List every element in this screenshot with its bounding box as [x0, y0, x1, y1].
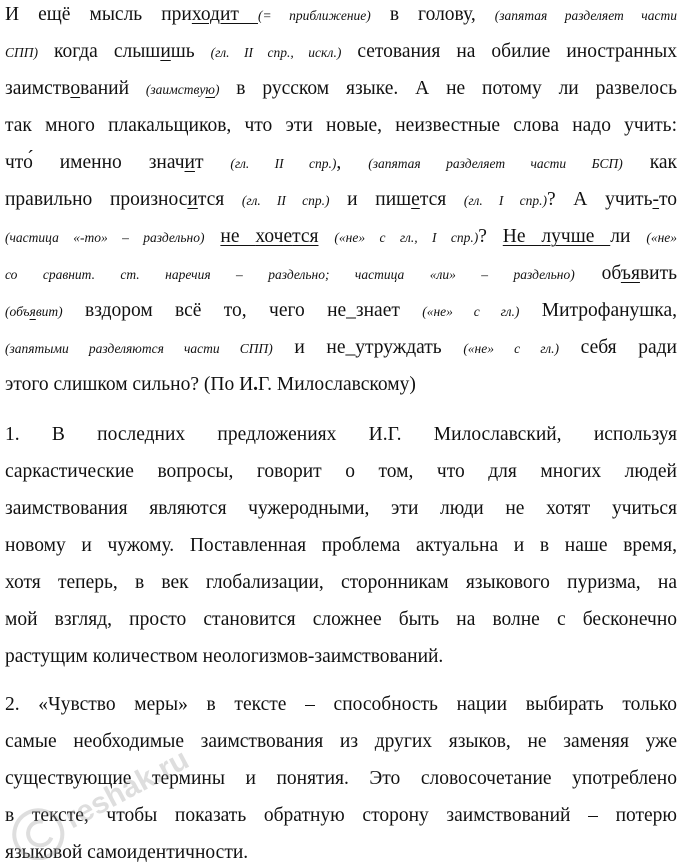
answer-1-line: 1. В последних предложениях И.Г. Милославский, используя	[5, 424, 677, 445]
text-line: (запятыми разделяются части СПП) и не_утруждать («не» с гл.) себя ради	[5, 337, 677, 358]
text-line: И ещё мысль приходит (= приближение) в голову, (запятая разделяет части	[5, 4, 677, 25]
answer-2-line: 2. «Чувство меры» в тексте – способность нации выбирать только	[5, 694, 677, 715]
answer-1-line: саркастические вопросы, говорит о том, что для многих людей	[5, 461, 677, 482]
answer-1-line: мой взгляд, просто становится сложнее быть на волне с бесконечно	[5, 609, 677, 630]
text-line: (частица «-то» – раздельно) не хочется («не» с гл., I спр.)? Не лучше ли («не»	[5, 226, 678, 247]
answer-2-line: самые необходимые заимствования из других языков, не заменяя уже	[5, 731, 677, 752]
answer-1-line: новому и чужому. Поставленная проблема актуальна и в наше время,	[5, 535, 677, 556]
text-line: (объявит) вздором всё то, чего не_знает («не» с гл.) Митрофанушка,	[5, 300, 678, 321]
answer-1-line: растущим количеством неологизмов-заимствований.	[5, 646, 444, 667]
text-line: со сравнит. ст. наречия – раздельно; частица «ли» – раздельно) объявить	[5, 263, 677, 284]
text-line: СПП) когда слышишь (гл. II спр., искл.) сетования на обилие иностранных	[5, 41, 677, 62]
answer-2-line: в тексте, чтобы показать обратную сторону заимствований – потерю	[5, 805, 677, 826]
answer-2-line: языковой самоидентичности.	[5, 842, 249, 863]
text-line: что́ именно значит (гл. II спр.), (запятая разделяет части БСП) как	[5, 152, 678, 173]
text-line: правильно произносится (гл. II спр.) и пишется (гл. I спр.)? А учить-то	[5, 189, 677, 210]
watermark-text: reshak.ru	[59, 742, 195, 836]
text-line: заимствований (заимствую) в русском языке. А не потому ли развелось	[5, 78, 677, 99]
answer-1-line: заимствования являются чужеродными, эти люди не хотят учиться	[5, 498, 677, 519]
answer-1-line: хотя теперь, в век глобализации, сторонникам языкового пуризма, на	[5, 572, 677, 593]
text-line: так много плакальщиков, что эти новые, неизвестные слова надо учить:	[5, 115, 677, 136]
answer-2-line: существующие термины и понятия. Это словосочетание употреблено	[5, 768, 677, 789]
text-line: этого слишком сильно? (По И.Г. Милославскому)	[5, 374, 416, 395]
